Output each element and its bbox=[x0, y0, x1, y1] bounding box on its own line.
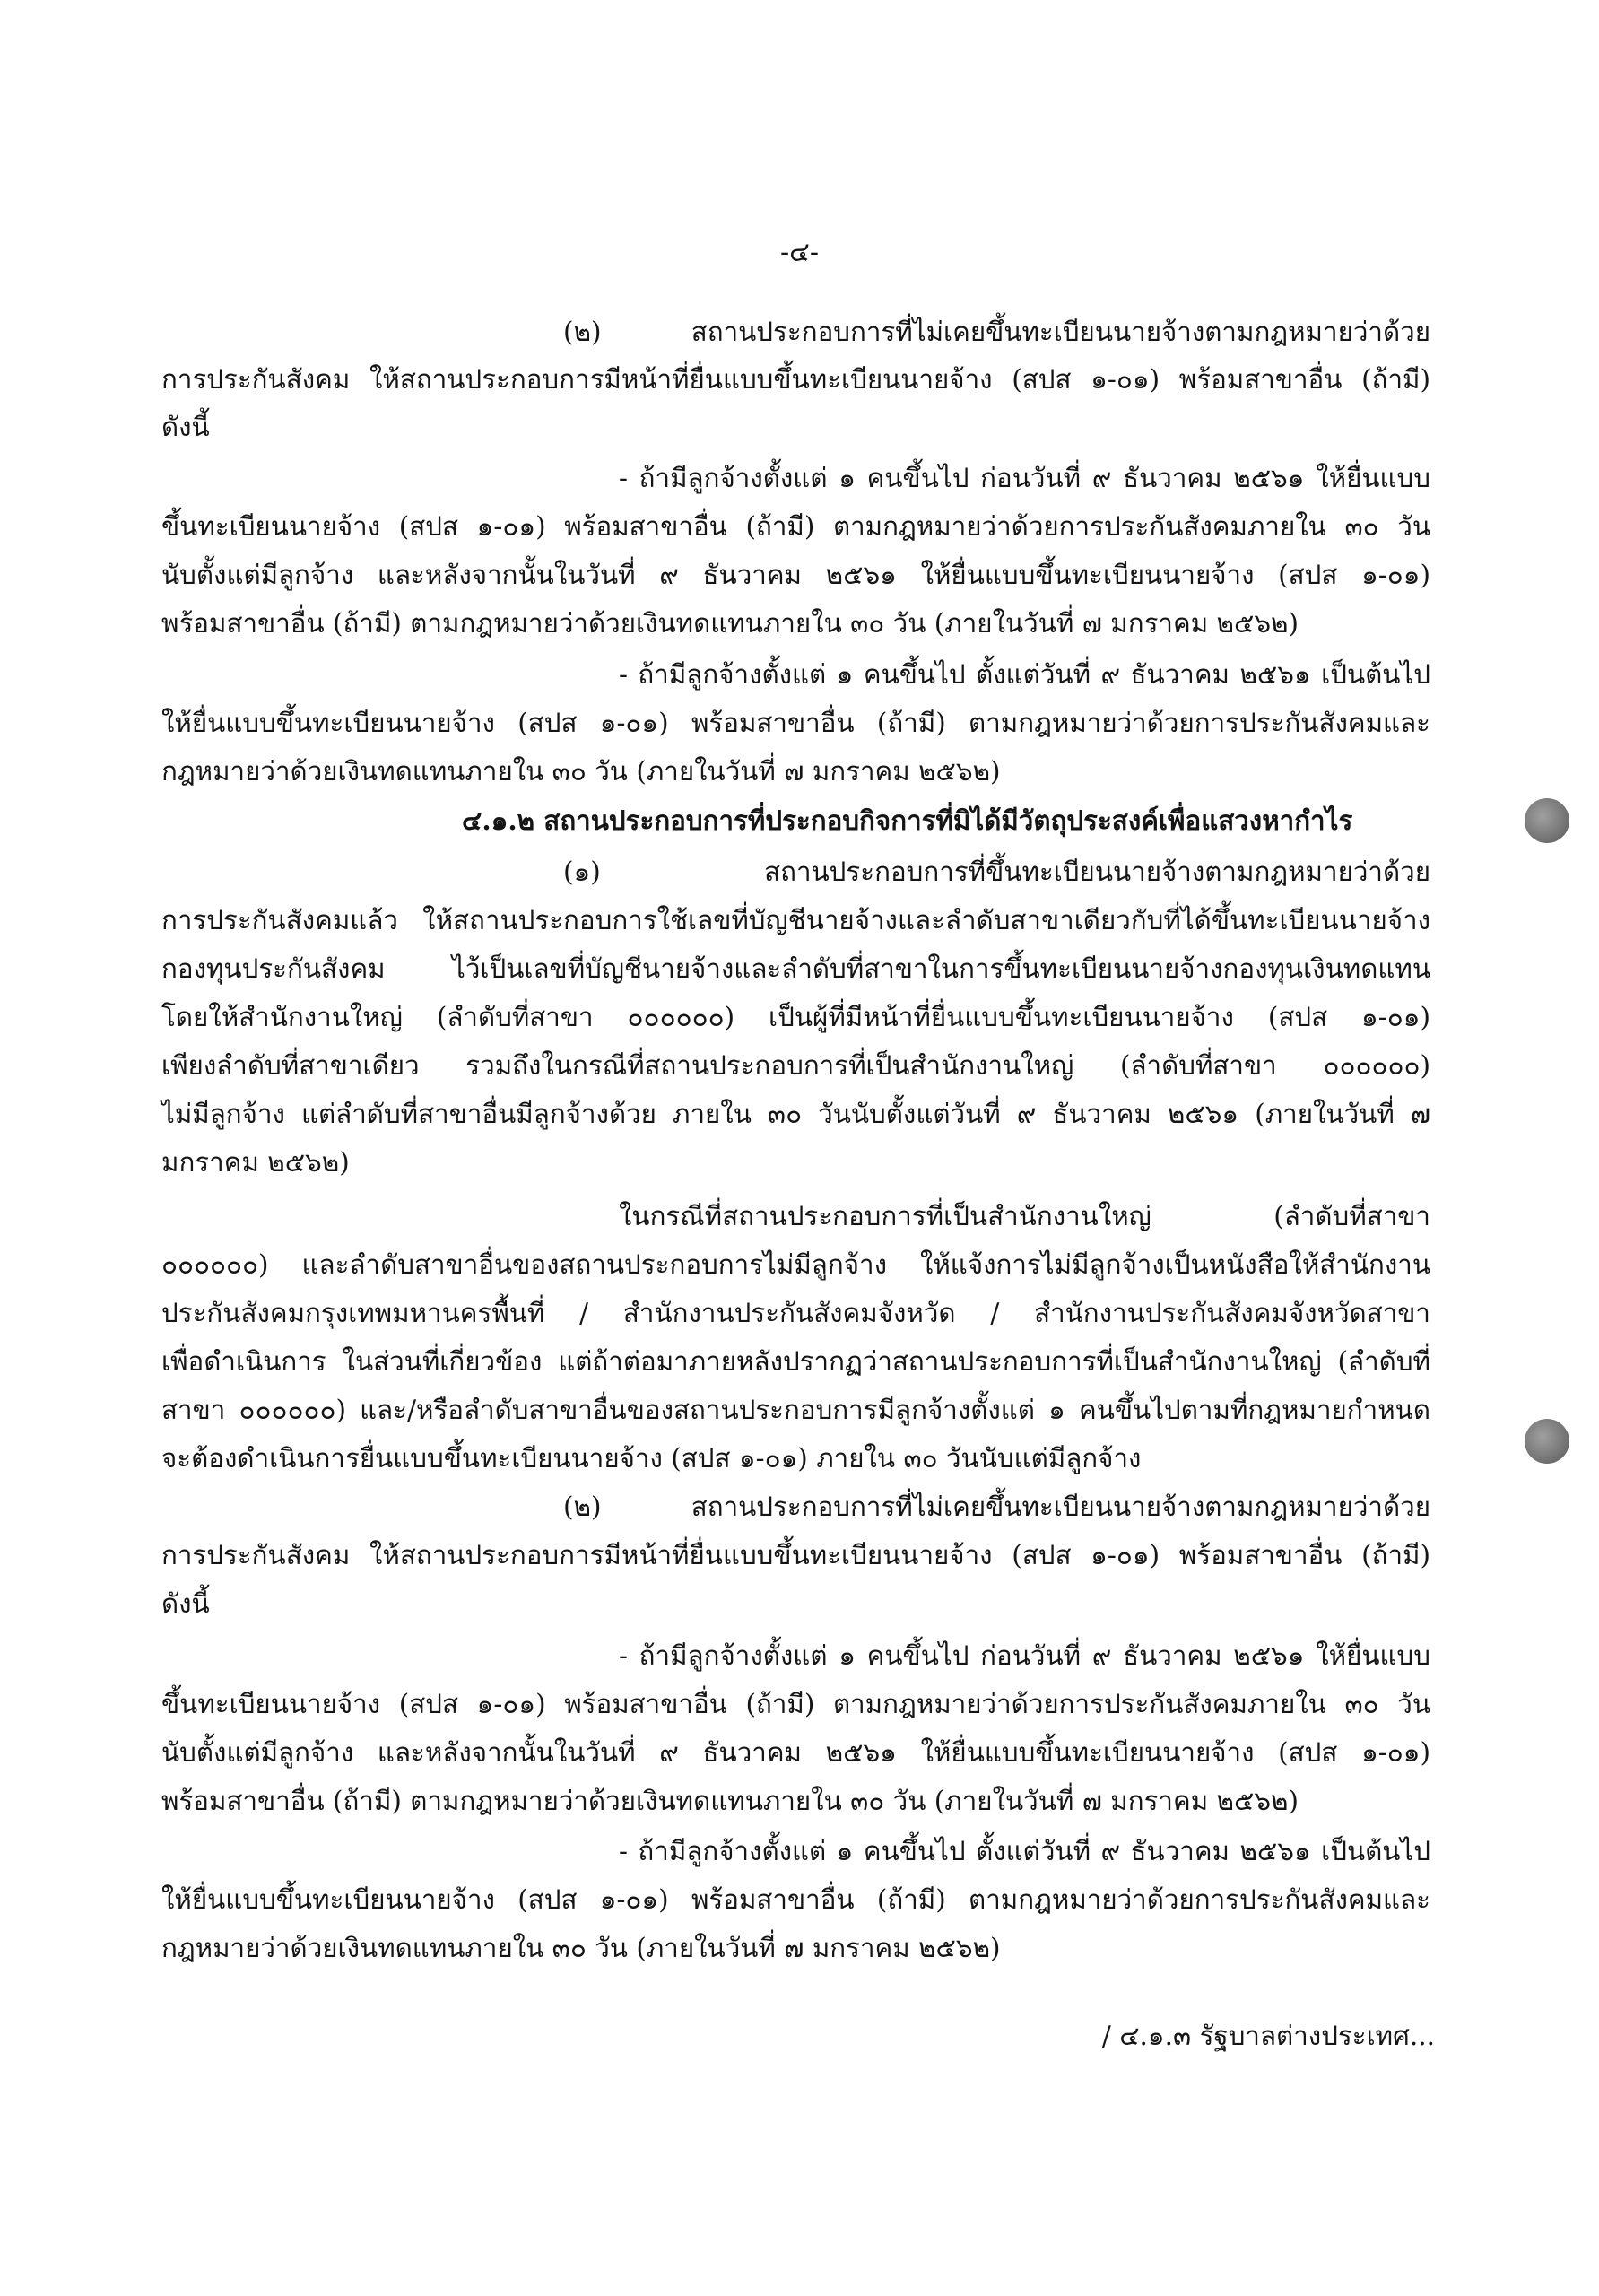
paragraph-line: นับตั้งแต่มีลูกจ้าง และหลังจากนั้นในวันที่ ๙ ธันวาคม ๒๕๖๑ ให้ยื่นแบบขึ้นทะเบียนนายจ้าง (สปส ๑-๐๑) bbox=[161, 1737, 1430, 1768]
paragraph-line: จะต้องดำเนินการยื่นแบบขึ้นทะเบียนนายจ้าง (สปส ๑-๐๑) ภายใน ๓๐ วันนับแต่มีลูกจ้าง bbox=[161, 1443, 1142, 1474]
punch-hole-mark bbox=[1525, 1419, 1569, 1464]
paragraph-line: ประกันสังคมกรุงเทพมหานครพื้นที่ / สำนักงานประกันสังคมจังหวัด / สำนักงานประกันสังคมจังหวัดสาขา bbox=[161, 1298, 1430, 1328]
paragraph-line: มกราคม ๒๕๖๒) bbox=[161, 1147, 350, 1178]
paragraph-line: เพื่อดำเนินการ ในส่วนที่เกี่ยวข้อง แต่ถ้าต่อมาภายหลังปรากฏว่าสถานประกอบการที่เป็นสำนักงานใหญ่ (ลำดับที่ bbox=[161, 1346, 1430, 1377]
paragraph-line: ให้ยื่นแบบขึ้นทะเบียนนายจ้าง (สปส ๑-๐๑) พร้อมสาขาอื่น (ถ้ามี) ตามกฎหมายว่าด้วยการประกันสังคมและ bbox=[161, 1884, 1430, 1915]
paragraph-line: ให้ยื่นแบบขึ้นทะเบียนนายจ้าง (สปส ๑-๐๑) พร้อมสาขาอื่น (ถ้ามี) ตามกฎหมายว่าด้วยการประกันสังคมและ bbox=[161, 708, 1430, 738]
continuation-note: / ๔.๑.๓ รัฐบาลต่างประเทศ... bbox=[1101, 2021, 1435, 2051]
paragraph-line: (๑) สถานประกอบการที่ขึ้นทะเบียนนายจ้างตามกฎหมายว่าด้วย bbox=[563, 857, 1430, 887]
paragraph-line: การประกันสังคม ให้สถานประกอบการมีหน้าที่ยื่นแบบขึ้นทะเบียนนายจ้าง (สปส ๑-๐๑) พร้อมสาขาอื่น (ถ้ามี) bbox=[161, 364, 1430, 395]
paragraph-line: ขึ้นทะเบียนนายจ้าง (สปส ๑-๐๑) พร้อมสาขาอื่น (ถ้ามี) ตามกฎหมายว่าด้วยการประกันสังคมภายใน ๓๐ วัน bbox=[161, 1689, 1430, 1719]
paragraph-line: สาขา ๐๐๐๐๐๐) และ/หรือลำดับสาขาอื่นของสถานประกอบการมีลูกจ้างตั้งแต่ ๑ คนขึ้นไปตามที่กฎหมายกำหนด bbox=[161, 1395, 1430, 1425]
page-number: -๔- bbox=[780, 237, 819, 268]
paragraph-line: - ถ้ามีลูกจ้างตั้งแต่ ๑ คนขึ้นไป ก่อนวันที่ ๙ ธันวาคม ๒๕๖๑ ให้ยื่นแบบ bbox=[619, 463, 1430, 493]
paragraph-line: ดังนี้ bbox=[161, 1588, 210, 1619]
paragraph-line: (๒) สถานประกอบการที่ไม่เคยขึ้นทะเบียนนายจ้างตามกฎหมายว่าด้วย bbox=[563, 1492, 1430, 1522]
paragraph-line: ขึ้นทะเบียนนายจ้าง (สปส ๑-๐๑) พร้อมสาขาอื่น (ถ้ามี) ตามกฎหมายว่าด้วยการประกันสังคมภายใน ๓๐ วัน bbox=[161, 511, 1430, 542]
paragraph-line: การประกันสังคมแล้ว ให้สถานประกอบการใช้เลขที่บัญชีนายจ้างและลำดับสาขาเดียวกับที่ได้ขึ้นทะเบียนนายจ้าง bbox=[161, 905, 1430, 935]
paragraph-line: ๐๐๐๐๐๐) และลำดับสาขาอื่นของสถานประกอบการไม่มีลูกจ้าง ให้แจ้งการไม่มีลูกจ้างเป็นหนังสือให้สำนักงาน bbox=[161, 1249, 1430, 1280]
paragraph-line: ไม่มีลูกจ้าง แต่ลำดับที่สาขาอื่นมีลูกจ้างด้วย ภายใน ๓๐ วันนับตั้งแต่วันที่ ๙ ธันวาคม ๒๕๖๑ (ภายในวันที่ ๗ bbox=[161, 1099, 1430, 1129]
paragraph-line: กฎหมายว่าด้วยเงินทดแทนภายใน ๓๐ วัน (ภายในวันที่ ๗ มกราคม ๒๕๖๒) bbox=[161, 756, 1001, 787]
section-heading: ๔.๑.๒ สถานประกอบการที่ประกอบกิจการที่มิได้มีวัตถุประสงค์เพื่อแสวงหากำไร bbox=[462, 804, 1353, 836]
paragraph-line: กฎหมายว่าด้วยเงินทดแทนภายใน ๓๐ วัน (ภายในวันที่ ๗ มกราคม ๒๕๖๒) bbox=[161, 1933, 1001, 1963]
paragraph-line: เพียงลำดับที่สาขาเดียว รวมถึงในกรณีที่สถานประกอบการที่เป็นสำนักงานใหญ่ (ลำดับที่สาขา ๐๐๐๐๐๐) bbox=[161, 1050, 1430, 1081]
paragraph-line: - ถ้ามีลูกจ้างตั้งแต่ ๑ คนขึ้นไป ตั้งแต่วันที่ ๙ ธันวาคม ๒๕๖๑ เป็นต้นไป bbox=[619, 659, 1430, 690]
paragraph-line: การประกันสังคม ให้สถานประกอบการมีหน้าที่ยื่นแบบขึ้นทะเบียนนายจ้าง (สปส ๑-๐๑) พร้อมสาขาอื่น (ถ้ามี) bbox=[161, 1540, 1430, 1570]
paragraph-line: พร้อมสาขาอื่น (ถ้ามี) ตามกฎหมายว่าด้วยเงินทดแทนภายใน ๓๐ วัน (ภายในวันที่ ๗ มกราคม ๒๕๖๒) bbox=[161, 1786, 1299, 1816]
punch-hole-mark bbox=[1525, 798, 1569, 843]
paragraph-line: โดยให้สำนักงานใหญ่ (ลำดับที่สาขา ๐๐๐๐๐๐) เป็นผู้ที่มีหน้าที่ยื่นแบบขึ้นทะเบียนนายจ้าง (สปส ๑-๐๑) bbox=[161, 1002, 1430, 1032]
paragraph-line: (๒) สถานประกอบการที่ไม่เคยขึ้นทะเบียนนายจ้างตามกฎหมายว่าด้วย bbox=[563, 317, 1430, 347]
paragraph-line: ในกรณีที่สถานประกอบการที่เป็นสำนักงานใหญ่ (ลำดับที่สาขา bbox=[619, 1201, 1430, 1231]
paragraph-line: - ถ้ามีลูกจ้างตั้งแต่ ๑ คนขึ้นไป ตั้งแต่วันที่ ๙ ธันวาคม ๒๕๖๑ เป็นต้นไป bbox=[619, 1836, 1430, 1866]
paragraph-line: กองทุนประกันสังคม ไว้เป็นเลขที่บัญชีนายจ้างและลำดับที่สาขาในการขึ้นทะเบียนนายจ้างกองทุนเงินทดแทน bbox=[161, 953, 1430, 984]
paragraph-line: - ถ้ามีลูกจ้างตั้งแต่ ๑ คนขึ้นไป ก่อนวันที่ ๙ ธันวาคม ๒๕๖๑ ให้ยื่นแบบ bbox=[619, 1640, 1430, 1671]
paragraph-line: ดังนี้ bbox=[161, 412, 210, 442]
paragraph-line: นับตั้งแต่มีลูกจ้าง และหลังจากนั้นในวันที่ ๙ ธันวาคม ๒๕๖๑ ให้ยื่นแบบขึ้นทะเบียนนายจ้าง (สปส ๑-๐๑) bbox=[161, 560, 1430, 590]
paragraph-line: พร้อมสาขาอื่น (ถ้ามี) ตามกฎหมายว่าด้วยเงินทดแทนภายใน ๓๐ วัน (ภายในวันที่ ๗ มกราคม ๒๕๖๒) bbox=[161, 608, 1299, 639]
